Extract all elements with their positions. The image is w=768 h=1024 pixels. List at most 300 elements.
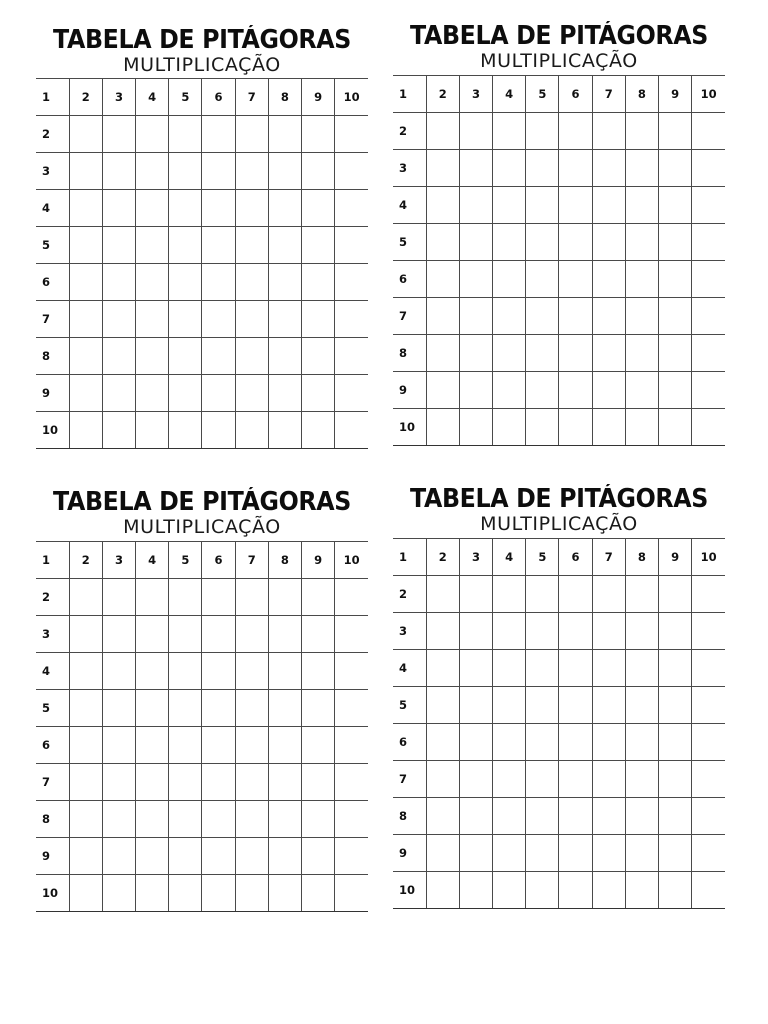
answer-cell[interactable]: [426, 113, 459, 150]
answer-cell[interactable]: [69, 653, 102, 690]
answer-cell[interactable]: [302, 838, 335, 875]
answer-cell[interactable]: [235, 616, 268, 653]
answer-cell[interactable]: [136, 227, 169, 264]
answer-cell[interactable]: [559, 261, 592, 298]
answer-cell[interactable]: [526, 409, 559, 446]
answer-cell[interactable]: [559, 687, 592, 724]
answer-cell[interactable]: [526, 835, 559, 872]
answer-cell[interactable]: [102, 153, 135, 190]
answer-cell[interactable]: [625, 724, 658, 761]
answer-cell[interactable]: [459, 724, 492, 761]
answer-cell[interactable]: [659, 798, 692, 835]
answer-cell[interactable]: [559, 335, 592, 372]
answer-cell[interactable]: [202, 412, 235, 449]
answer-cell[interactable]: [625, 798, 658, 835]
answer-cell[interactable]: [202, 764, 235, 801]
answer-cell[interactable]: [169, 301, 202, 338]
answer-cell[interactable]: [268, 875, 301, 912]
answer-cell[interactable]: [493, 872, 526, 909]
answer-cell[interactable]: [692, 761, 725, 798]
answer-cell[interactable]: [459, 113, 492, 150]
answer-cell[interactable]: [625, 687, 658, 724]
answer-cell[interactable]: [302, 264, 335, 301]
answer-cell[interactable]: [493, 835, 526, 872]
answer-cell[interactable]: [459, 613, 492, 650]
answer-cell[interactable]: [169, 116, 202, 153]
answer-cell[interactable]: [268, 153, 301, 190]
answer-cell[interactable]: [659, 724, 692, 761]
answer-cell[interactable]: [235, 264, 268, 301]
answer-cell[interactable]: [659, 372, 692, 409]
answer-cell[interactable]: [692, 372, 725, 409]
answer-cell[interactable]: [526, 650, 559, 687]
answer-cell[interactable]: [426, 298, 459, 335]
answer-cell[interactable]: [335, 616, 368, 653]
answer-cell[interactable]: [592, 113, 625, 150]
answer-cell[interactable]: [69, 764, 102, 801]
answer-cell[interactable]: [235, 579, 268, 616]
answer-cell[interactable]: [459, 335, 492, 372]
answer-cell[interactable]: [235, 764, 268, 801]
answer-cell[interactable]: [526, 298, 559, 335]
answer-cell[interactable]: [169, 875, 202, 912]
answer-cell[interactable]: [335, 579, 368, 616]
answer-cell[interactable]: [136, 375, 169, 412]
answer-cell[interactable]: [268, 838, 301, 875]
answer-cell[interactable]: [268, 579, 301, 616]
answer-cell[interactable]: [592, 761, 625, 798]
answer-cell[interactable]: [268, 190, 301, 227]
answer-cell[interactable]: [625, 613, 658, 650]
answer-cell[interactable]: [493, 576, 526, 613]
answer-cell[interactable]: [235, 653, 268, 690]
answer-cell[interactable]: [659, 761, 692, 798]
answer-cell[interactable]: [169, 801, 202, 838]
answer-cell[interactable]: [426, 687, 459, 724]
answer-cell[interactable]: [592, 650, 625, 687]
answer-cell[interactable]: [659, 835, 692, 872]
answer-cell[interactable]: [202, 727, 235, 764]
answer-cell[interactable]: [202, 190, 235, 227]
answer-cell[interactable]: [459, 835, 492, 872]
answer-cell[interactable]: [493, 613, 526, 650]
answer-cell[interactable]: [526, 798, 559, 835]
answer-cell[interactable]: [302, 301, 335, 338]
answer-cell[interactable]: [136, 153, 169, 190]
answer-cell[interactable]: [169, 579, 202, 616]
answer-cell[interactable]: [69, 227, 102, 264]
answer-cell[interactable]: [136, 653, 169, 690]
answer-cell[interactable]: [493, 798, 526, 835]
answer-cell[interactable]: [69, 412, 102, 449]
answer-cell[interactable]: [559, 298, 592, 335]
answer-cell[interactable]: [625, 224, 658, 261]
answer-cell[interactable]: [335, 116, 368, 153]
answer-cell[interactable]: [592, 798, 625, 835]
answer-cell[interactable]: [335, 838, 368, 875]
answer-cell[interactable]: [136, 264, 169, 301]
answer-cell[interactable]: [335, 690, 368, 727]
answer-cell[interactable]: [102, 116, 135, 153]
answer-cell[interactable]: [559, 761, 592, 798]
answer-cell[interactable]: [559, 798, 592, 835]
answer-cell[interactable]: [169, 412, 202, 449]
answer-cell[interactable]: [659, 650, 692, 687]
answer-cell[interactable]: [692, 224, 725, 261]
answer-cell[interactable]: [169, 153, 202, 190]
answer-cell[interactable]: [202, 838, 235, 875]
answer-cell[interactable]: [302, 579, 335, 616]
answer-cell[interactable]: [202, 875, 235, 912]
answer-cell[interactable]: [202, 616, 235, 653]
answer-cell[interactable]: [335, 301, 368, 338]
answer-cell[interactable]: [235, 727, 268, 764]
answer-cell[interactable]: [268, 338, 301, 375]
answer-cell[interactable]: [526, 187, 559, 224]
answer-cell[interactable]: [592, 687, 625, 724]
answer-cell[interactable]: [335, 653, 368, 690]
answer-cell[interactable]: [235, 412, 268, 449]
answer-cell[interactable]: [69, 301, 102, 338]
answer-cell[interactable]: [426, 872, 459, 909]
answer-cell[interactable]: [202, 801, 235, 838]
answer-cell[interactable]: [692, 150, 725, 187]
answer-cell[interactable]: [559, 224, 592, 261]
answer-cell[interactable]: [102, 838, 135, 875]
answer-cell[interactable]: [268, 375, 301, 412]
answer-cell[interactable]: [235, 338, 268, 375]
answer-cell[interactable]: [493, 224, 526, 261]
answer-cell[interactable]: [302, 338, 335, 375]
answer-cell[interactable]: [169, 227, 202, 264]
answer-cell[interactable]: [169, 338, 202, 375]
answer-cell[interactable]: [268, 727, 301, 764]
answer-cell[interactable]: [202, 116, 235, 153]
answer-cell[interactable]: [659, 298, 692, 335]
answer-cell[interactable]: [426, 761, 459, 798]
answer-cell[interactable]: [659, 113, 692, 150]
answer-cell[interactable]: [136, 727, 169, 764]
answer-cell[interactable]: [202, 301, 235, 338]
answer-cell[interactable]: [459, 187, 492, 224]
answer-cell[interactable]: [302, 727, 335, 764]
answer-cell[interactable]: [559, 872, 592, 909]
answer-cell[interactable]: [459, 798, 492, 835]
answer-cell[interactable]: [102, 801, 135, 838]
answer-cell[interactable]: [625, 113, 658, 150]
answer-cell[interactable]: [559, 724, 592, 761]
answer-cell[interactable]: [625, 261, 658, 298]
answer-cell[interactable]: [692, 576, 725, 613]
answer-cell[interactable]: [493, 409, 526, 446]
answer-cell[interactable]: [302, 227, 335, 264]
answer-cell[interactable]: [459, 409, 492, 446]
answer-cell[interactable]: [136, 764, 169, 801]
answer-cell[interactable]: [102, 727, 135, 764]
answer-cell[interactable]: [426, 835, 459, 872]
answer-cell[interactable]: [302, 116, 335, 153]
answer-cell[interactable]: [335, 375, 368, 412]
answer-cell[interactable]: [459, 576, 492, 613]
answer-cell[interactable]: [592, 576, 625, 613]
answer-cell[interactable]: [102, 875, 135, 912]
answer-cell[interactable]: [592, 187, 625, 224]
answer-cell[interactable]: [136, 690, 169, 727]
answer-cell[interactable]: [426, 724, 459, 761]
answer-cell[interactable]: [69, 801, 102, 838]
answer-cell[interactable]: [692, 113, 725, 150]
answer-cell[interactable]: [235, 801, 268, 838]
answer-cell[interactable]: [136, 412, 169, 449]
answer-cell[interactable]: [592, 372, 625, 409]
answer-cell[interactable]: [268, 227, 301, 264]
answer-cell[interactable]: [526, 224, 559, 261]
answer-cell[interactable]: [69, 875, 102, 912]
answer-cell[interactable]: [459, 261, 492, 298]
answer-cell[interactable]: [526, 150, 559, 187]
answer-cell[interactable]: [625, 335, 658, 372]
answer-cell[interactable]: [202, 264, 235, 301]
answer-cell[interactable]: [102, 653, 135, 690]
answer-cell[interactable]: [202, 375, 235, 412]
answer-cell[interactable]: [335, 764, 368, 801]
answer-cell[interactable]: [493, 372, 526, 409]
answer-cell[interactable]: [526, 576, 559, 613]
answer-cell[interactable]: [202, 153, 235, 190]
answer-cell[interactable]: [692, 835, 725, 872]
answer-cell[interactable]: [692, 409, 725, 446]
answer-cell[interactable]: [335, 190, 368, 227]
answer-cell[interactable]: [335, 153, 368, 190]
answer-cell[interactable]: [69, 338, 102, 375]
answer-cell[interactable]: [335, 227, 368, 264]
answer-cell[interactable]: [493, 150, 526, 187]
answer-cell[interactable]: [335, 338, 368, 375]
answer-cell[interactable]: [235, 153, 268, 190]
answer-cell[interactable]: [625, 761, 658, 798]
answer-cell[interactable]: [268, 616, 301, 653]
answer-cell[interactable]: [592, 150, 625, 187]
answer-cell[interactable]: [592, 224, 625, 261]
answer-cell[interactable]: [692, 724, 725, 761]
answer-cell[interactable]: [102, 616, 135, 653]
answer-cell[interactable]: [69, 727, 102, 764]
answer-cell[interactable]: [302, 616, 335, 653]
answer-cell[interactable]: [493, 298, 526, 335]
answer-cell[interactable]: [692, 613, 725, 650]
answer-cell[interactable]: [625, 150, 658, 187]
answer-cell[interactable]: [625, 187, 658, 224]
answer-cell[interactable]: [526, 113, 559, 150]
answer-cell[interactable]: [169, 690, 202, 727]
answer-cell[interactable]: [302, 190, 335, 227]
answer-cell[interactable]: [202, 653, 235, 690]
answer-cell[interactable]: [268, 801, 301, 838]
answer-cell[interactable]: [559, 576, 592, 613]
answer-cell[interactable]: [659, 187, 692, 224]
answer-cell[interactable]: [268, 690, 301, 727]
answer-cell[interactable]: [302, 801, 335, 838]
answer-cell[interactable]: [102, 764, 135, 801]
answer-cell[interactable]: [559, 650, 592, 687]
answer-cell[interactable]: [102, 264, 135, 301]
answer-cell[interactable]: [692, 335, 725, 372]
answer-cell[interactable]: [559, 150, 592, 187]
answer-cell[interactable]: [493, 335, 526, 372]
answer-cell[interactable]: [136, 190, 169, 227]
answer-cell[interactable]: [335, 801, 368, 838]
answer-cell[interactable]: [202, 690, 235, 727]
answer-cell[interactable]: [102, 690, 135, 727]
answer-cell[interactable]: [268, 116, 301, 153]
answer-cell[interactable]: [459, 687, 492, 724]
answer-cell[interactable]: [268, 264, 301, 301]
answer-cell[interactable]: [659, 224, 692, 261]
answer-cell[interactable]: [559, 409, 592, 446]
answer-cell[interactable]: [526, 872, 559, 909]
answer-cell[interactable]: [659, 687, 692, 724]
answer-cell[interactable]: [69, 838, 102, 875]
answer-cell[interactable]: [202, 338, 235, 375]
answer-cell[interactable]: [426, 224, 459, 261]
answer-cell[interactable]: [169, 190, 202, 227]
answer-cell[interactable]: [692, 798, 725, 835]
answer-cell[interactable]: [625, 872, 658, 909]
answer-cell[interactable]: [102, 579, 135, 616]
answer-cell[interactable]: [302, 153, 335, 190]
answer-cell[interactable]: [526, 372, 559, 409]
answer-cell[interactable]: [692, 187, 725, 224]
answer-cell[interactable]: [202, 579, 235, 616]
answer-cell[interactable]: [69, 264, 102, 301]
answer-cell[interactable]: [302, 875, 335, 912]
answer-cell[interactable]: [235, 838, 268, 875]
answer-cell[interactable]: [268, 764, 301, 801]
answer-cell[interactable]: [526, 335, 559, 372]
answer-cell[interactable]: [235, 690, 268, 727]
answer-cell[interactable]: [592, 835, 625, 872]
answer-cell[interactable]: [169, 764, 202, 801]
answer-cell[interactable]: [459, 298, 492, 335]
answer-cell[interactable]: [493, 113, 526, 150]
answer-cell[interactable]: [526, 761, 559, 798]
answer-cell[interactable]: [426, 650, 459, 687]
answer-cell[interactable]: [169, 375, 202, 412]
answer-cell[interactable]: [559, 113, 592, 150]
answer-cell[interactable]: [426, 409, 459, 446]
answer-cell[interactable]: [235, 227, 268, 264]
answer-cell[interactable]: [592, 613, 625, 650]
answer-cell[interactable]: [592, 409, 625, 446]
answer-cell[interactable]: [69, 153, 102, 190]
answer-cell[interactable]: [102, 338, 135, 375]
answer-cell[interactable]: [102, 301, 135, 338]
answer-cell[interactable]: [136, 301, 169, 338]
answer-cell[interactable]: [559, 613, 592, 650]
answer-cell[interactable]: [69, 579, 102, 616]
answer-cell[interactable]: [426, 261, 459, 298]
answer-cell[interactable]: [692, 650, 725, 687]
answer-cell[interactable]: [235, 190, 268, 227]
answer-cell[interactable]: [169, 264, 202, 301]
answer-cell[interactable]: [459, 224, 492, 261]
answer-cell[interactable]: [659, 576, 692, 613]
answer-cell[interactable]: [526, 261, 559, 298]
answer-cell[interactable]: [69, 616, 102, 653]
answer-cell[interactable]: [302, 764, 335, 801]
answer-cell[interactable]: [426, 576, 459, 613]
answer-cell[interactable]: [302, 653, 335, 690]
answer-cell[interactable]: [136, 875, 169, 912]
answer-cell[interactable]: [335, 727, 368, 764]
answer-cell[interactable]: [426, 798, 459, 835]
answer-cell[interactable]: [302, 375, 335, 412]
answer-cell[interactable]: [625, 409, 658, 446]
answer-cell[interactable]: [302, 690, 335, 727]
answer-cell[interactable]: [692, 687, 725, 724]
answer-cell[interactable]: [526, 687, 559, 724]
answer-cell[interactable]: [625, 650, 658, 687]
answer-cell[interactable]: [659, 261, 692, 298]
answer-cell[interactable]: [692, 261, 725, 298]
answer-cell[interactable]: [659, 150, 692, 187]
answer-cell[interactable]: [526, 724, 559, 761]
answer-cell[interactable]: [268, 301, 301, 338]
answer-cell[interactable]: [235, 116, 268, 153]
answer-cell[interactable]: [559, 187, 592, 224]
answer-cell[interactable]: [169, 838, 202, 875]
answer-cell[interactable]: [459, 872, 492, 909]
answer-cell[interactable]: [69, 190, 102, 227]
answer-cell[interactable]: [69, 116, 102, 153]
answer-cell[interactable]: [136, 116, 169, 153]
answer-cell[interactable]: [169, 616, 202, 653]
answer-cell[interactable]: [493, 724, 526, 761]
answer-cell[interactable]: [493, 650, 526, 687]
answer-cell[interactable]: [268, 412, 301, 449]
answer-cell[interactable]: [102, 190, 135, 227]
answer-cell[interactable]: [592, 261, 625, 298]
answer-cell[interactable]: [335, 875, 368, 912]
answer-cell[interactable]: [592, 872, 625, 909]
answer-cell[interactable]: [136, 338, 169, 375]
answer-cell[interactable]: [136, 579, 169, 616]
answer-cell[interactable]: [102, 412, 135, 449]
answer-cell[interactable]: [169, 727, 202, 764]
answer-cell[interactable]: [493, 187, 526, 224]
answer-cell[interactable]: [426, 372, 459, 409]
answer-cell[interactable]: [592, 335, 625, 372]
answer-cell[interactable]: [202, 227, 235, 264]
answer-cell[interactable]: [559, 372, 592, 409]
answer-cell[interactable]: [526, 613, 559, 650]
answer-cell[interactable]: [426, 187, 459, 224]
answer-cell[interactable]: [426, 150, 459, 187]
answer-cell[interactable]: [692, 298, 725, 335]
answer-cell[interactable]: [659, 409, 692, 446]
answer-cell[interactable]: [102, 375, 135, 412]
answer-cell[interactable]: [659, 613, 692, 650]
answer-cell[interactable]: [302, 412, 335, 449]
answer-cell[interactable]: [459, 650, 492, 687]
answer-cell[interactable]: [69, 690, 102, 727]
answer-cell[interactable]: [102, 227, 135, 264]
answer-cell[interactable]: [459, 372, 492, 409]
answer-cell[interactable]: [335, 264, 368, 301]
answer-cell[interactable]: [235, 875, 268, 912]
answer-cell[interactable]: [136, 838, 169, 875]
answer-cell[interactable]: [459, 150, 492, 187]
